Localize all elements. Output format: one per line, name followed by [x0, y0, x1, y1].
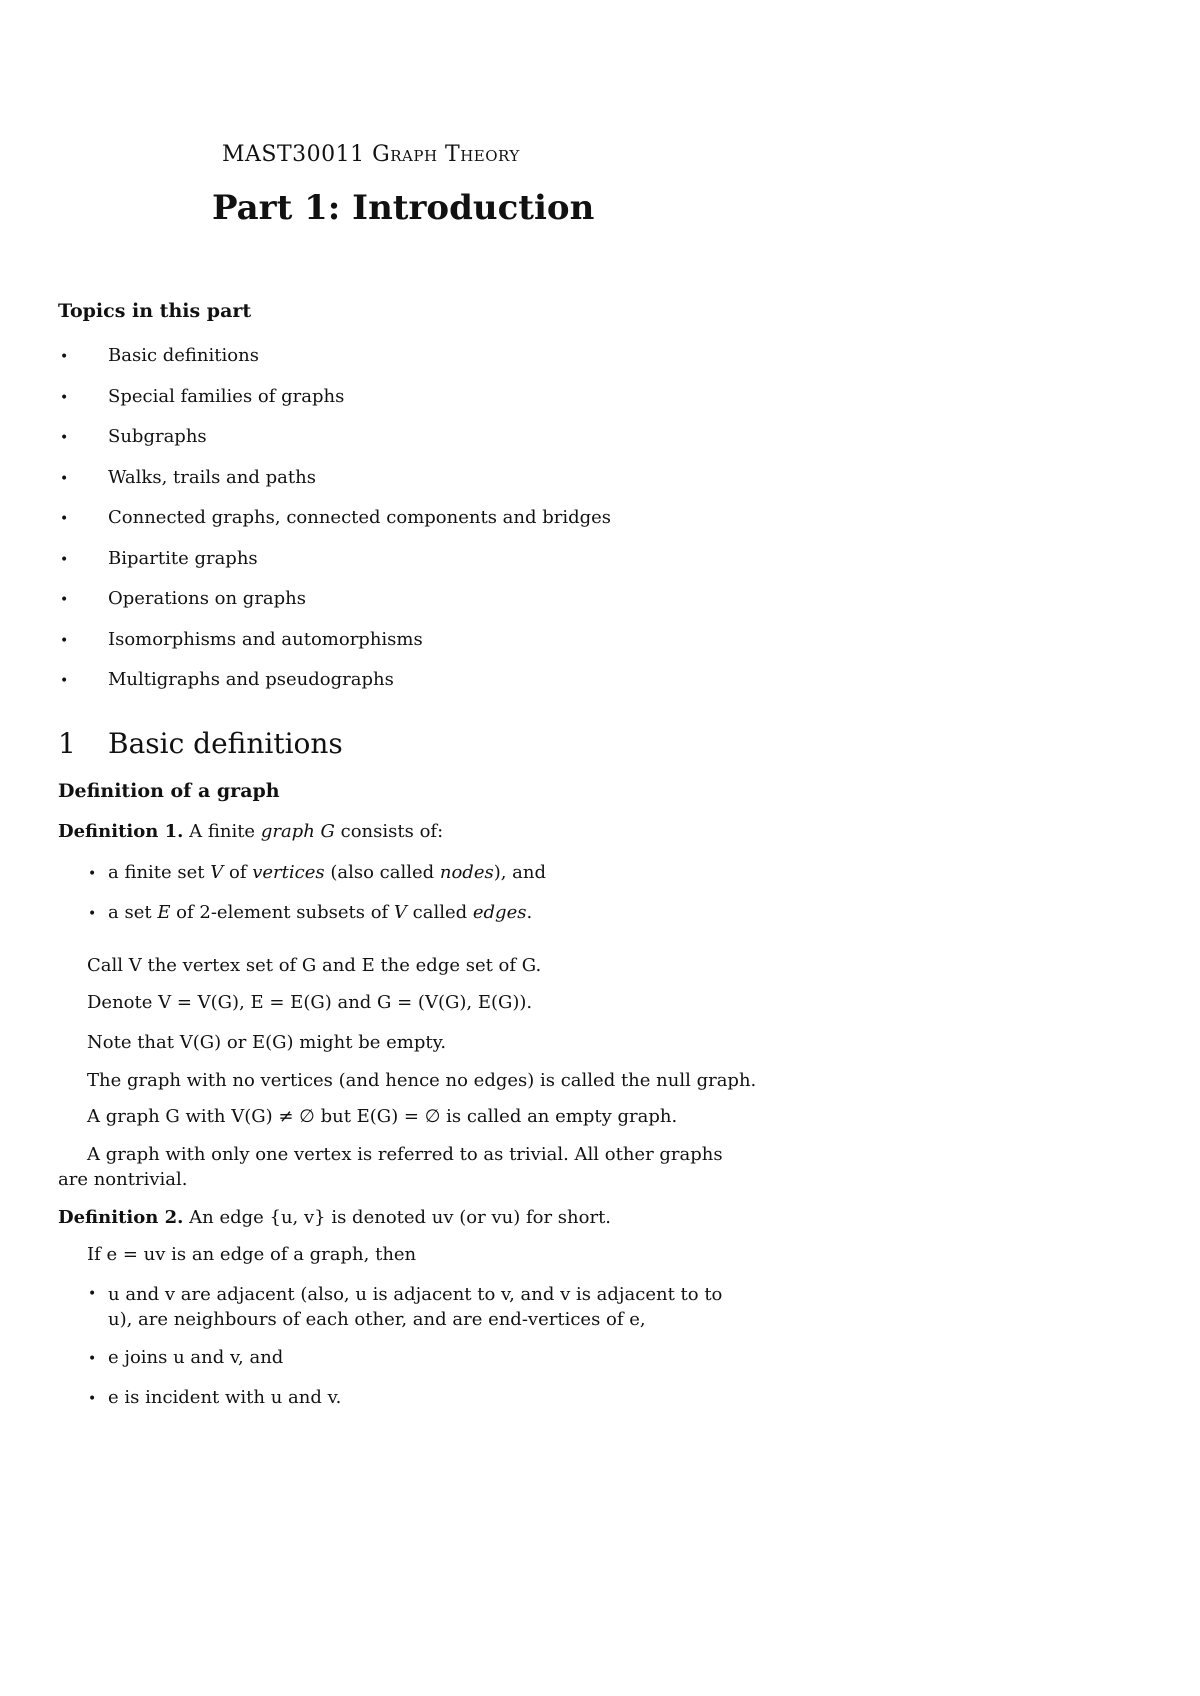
topic-item: Walks, trails and paths — [108, 467, 316, 488]
topic-item: Basic definitions — [108, 345, 259, 366]
def1-b2-d: . — [526, 902, 533, 923]
def1-b1-var: V — [210, 862, 224, 883]
topic-item: Bipartite graphs — [108, 548, 258, 569]
topics-heading: Topics in this part — [58, 300, 252, 322]
topic-item: Subgraphs — [108, 426, 207, 447]
def1-bullet-1-marker: • — [88, 866, 97, 882]
def1-term-graph: graph — [260, 821, 315, 842]
def1-bullet-2 — [108, 902, 532, 923]
def1-b2-em1: edges — [472, 902, 527, 923]
topic-bullet-icon: • — [60, 552, 69, 568]
topic-item: Connected graphs, connected components and bridges — [108, 507, 612, 528]
topic-bullet-icon: • — [60, 349, 69, 365]
topic-bullet-icon: • — [60, 430, 69, 446]
def1-b1-em1: vertices — [252, 862, 325, 883]
definition-2 — [58, 1207, 611, 1228]
def2-bullet-2-marker: • — [88, 1351, 97, 1367]
def1-text-end: consists of: — [334, 821, 444, 842]
def1-b1-em2: nodes — [439, 862, 494, 883]
paragraph-denote: Denote V = V(G), E = E(G) and G = (V(G), E(G)). — [87, 992, 533, 1013]
paragraph-empty-note: Note that V(G) or E(G) might be empty. — [87, 1032, 447, 1053]
definition-subheading: Definition of a graph — [58, 780, 280, 802]
def2-bullet-1: u and v are adjacent (also, u is adjacent to v, and v is adjacent to to u), are neighbours of each other, and are end-vertices of e, — [108, 1284, 723, 1330]
def1-bullet-2-marker: • — [88, 906, 97, 922]
def1-var-G: G — [320, 821, 335, 842]
topic-bullet-icon: • — [60, 633, 69, 649]
section-title: Basic definitions — [108, 727, 343, 760]
def1-b1-a: a finite set — [108, 862, 211, 883]
topic-item: Special families of graphs — [108, 386, 345, 407]
def2-bullet-1-marker: • — [88, 1286, 97, 1302]
def1-bullet-1 — [108, 862, 546, 883]
topic-bullet-icon: • — [60, 592, 69, 608]
def1-b1-c: (also called — [324, 862, 440, 883]
def2-bullet-3-marker: • — [88, 1391, 97, 1407]
def2-lead: If e = uv is an edge of a graph, then — [87, 1244, 417, 1265]
definition-1 — [58, 821, 443, 842]
course-header — [222, 142, 520, 167]
topic-bullet-icon: • — [60, 511, 69, 527]
paragraph-vertex-set: Call V the vertex set of G and E the edge set of G. — [87, 955, 542, 976]
paragraph-trivial: A graph with only one vertex is referred to as trivial. All other graphs are nontrivial. — [58, 1144, 723, 1190]
topic-item: Isomorphisms and automorphisms — [108, 629, 423, 650]
topic-bullet-icon: • — [60, 471, 69, 487]
definition-1-label: Definition 1. — [58, 821, 184, 842]
paragraph-empty-graph: A graph G with V(G) ≠ ∅ but E(G) = ∅ is called an empty graph. — [87, 1106, 678, 1127]
definition-2-label: Definition 2. — [58, 1207, 184, 1228]
part-title: Part 1: Introduction — [212, 188, 595, 228]
def2-bullet-2: e joins u and v, and — [108, 1347, 284, 1368]
def1-b2-b: of 2-element subsets of — [170, 902, 394, 923]
topic-item: Operations on graphs — [108, 588, 307, 609]
def1-text: A finite — [189, 821, 261, 842]
def2-bullet-3: e is incident with u and v. — [108, 1387, 342, 1408]
def1-b2-a: a set — [108, 902, 158, 923]
def1-b2-var: E — [157, 902, 171, 923]
def2-text: An edge {u, v} is denoted uv (or vu) for short. — [189, 1207, 612, 1228]
topic-item: Multigraphs and pseudographs — [108, 669, 394, 690]
paragraph-null-graph: The graph with no vertices (and hence no edges) is called the null graph. — [87, 1070, 757, 1091]
topic-bullet-icon: • — [60, 390, 69, 406]
def1-b2-c: called — [406, 902, 473, 923]
course-name: Graph Theory — [372, 142, 520, 167]
course-code: MAST30011 — [222, 142, 365, 167]
topic-bullet-icon: • — [60, 673, 69, 689]
def1-b1-d: ), and — [493, 862, 547, 883]
def1-b2-var2: V — [393, 902, 407, 923]
section-number: 1 — [58, 727, 76, 760]
def1-b1-b: of — [223, 862, 253, 883]
